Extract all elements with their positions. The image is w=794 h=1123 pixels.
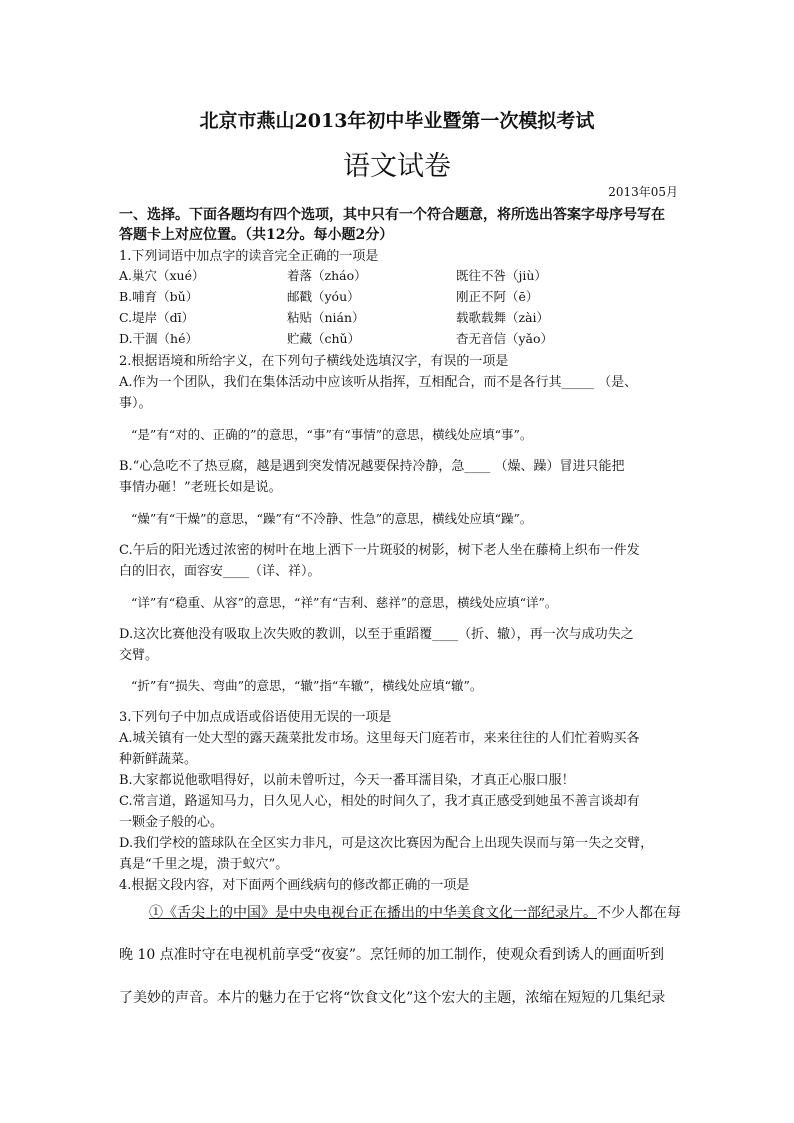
q1-row-c-col2: 粘贴（nián） xyxy=(287,310,365,325)
q2-option-d-line2: 交臂。 xyxy=(119,648,159,663)
q4-stem: 4.根据文段内容，对下面两个画线病句的修改都正确的一项是 xyxy=(119,878,470,893)
q1-row-b-col1: B.哺育（bǔ） xyxy=(119,289,199,304)
q2-option-b-line1: B.“心急吃不了热豆腐，越是遇到突发情况越要保持冷静，急____ （燥、躁）冒进只能把 xyxy=(119,459,625,474)
q1-row-a-col1: A.巢穴（xué） xyxy=(119,268,205,283)
q1-row-a-col2: 着落（zháo） xyxy=(287,268,367,283)
q1-row-b-col3: 刚正不阿（ē） xyxy=(456,289,539,304)
q2-option-c-line2: 白的旧衣，面容安____（详、祥）。 xyxy=(119,564,321,579)
q2-option-b-explanation: “燥”有“干燥”的意思，“躁”有“不冷静、性急”的意思，横线处应填“躁”。 xyxy=(131,511,533,526)
q1-row-c-col3: 载歌载舞（zài） xyxy=(456,310,550,325)
q3-option-c-line2: 一颗金子般的心。 xyxy=(119,815,224,830)
q4-passage-line1-tail: 不少人都在每 xyxy=(597,905,681,921)
q3-option-c-line1: C.常言道，路遥知马力，日久见人心，相处的时间久了，我才真正感受到她虽不善言谈却有 xyxy=(119,794,640,809)
q4-passage-line1 xyxy=(149,902,709,922)
q4-underlined-sentence-1: ①《舌尖上的中国》是中央电视台正在播出的中华美食文化一部纪录片。 xyxy=(149,905,597,921)
q2-option-a-line2: 事）。 xyxy=(119,396,152,411)
q3-option-a-line2: 种新鲜蔬菜。 xyxy=(119,752,198,767)
q3-option-b-line1: B.大家都说他歌唱得好，以前未曾听过，今天一番耳濡目染，才真正心服口服！ xyxy=(119,773,575,788)
exam-title: 北京市燕山2013年初中毕业暨第一次模拟考试 xyxy=(199,110,595,132)
q2-option-b-line2: 事情办砸！”老班长如是说。 xyxy=(119,480,282,495)
q4-passage-line2: 晚 10 点准时守在电视机前享受“夜宴”。烹饪师的加工制作，使观众看到诱人的画面听到 xyxy=(119,947,665,963)
exam-subtitle: 语文试卷 xyxy=(343,151,451,182)
q1-row-b-col2: 邮戳（yóu） xyxy=(287,289,360,304)
q1-row-d-col2: 贮藏（chǔ） xyxy=(287,331,361,346)
q2-option-a-line1: A.作为一个团队，我们在集体活动中应该听从指挥，互相配合，而不是各行其_____ （是、 xyxy=(119,375,638,390)
q2-option-d-explanation: “折”有“损失、弯曲”的意思，“辙”指“车辙”，横线处应填“辙”。 xyxy=(131,678,483,693)
q2-option-a-explanation: “是”有“对的、正确的”的意思，“事”有“事情”的意思，横线处应填“事”。 xyxy=(131,427,533,442)
section-heading-line1: 一、选择。下面各题均有四个选项，其中只有一个符合题意，将所选出答案字母序号写在 xyxy=(119,207,665,223)
q1-row-a-col3: 既往不咎（jiù） xyxy=(456,268,547,283)
q3-stem: 3.下列句子中加点成语或俗语使用无误的一项是 xyxy=(119,710,392,725)
q2-option-c-line1: C.午后的阳光透过浓密的树叶在地上洒下一片斑驳的树影，树下老人坐在藤椅上织布一件发 xyxy=(119,543,640,558)
exam-date: 2013年05月 xyxy=(608,185,678,199)
q1-row-c-col1: C.堤岸（dī） xyxy=(119,310,195,325)
q4-passage-line3: 了美妙的声音。本片的魅力在于它将“饮食文化”这个宏大的主题，浓缩在短短的几集纪录 xyxy=(119,990,666,1006)
section-heading-line2: 答题卡上对应位置。（共12分。每小题2分） xyxy=(119,227,394,243)
q1-row-d-col1: D.干涸（hé） xyxy=(119,331,198,346)
q1-stem: 1.下列词语中加点字的读音完全正确的一项是 xyxy=(119,249,379,264)
q2-stem: 2.根据语境和所给字义，在下列句子横线处选填汉字，有误的一项是 xyxy=(119,354,509,369)
q3-option-d-line2: 真是“千里之堤，溃于蚁穴”。 xyxy=(119,857,289,872)
q2-option-c-explanation: “详”有“稳重、从容”的意思，“祥”有“吉利、慈祥”的意思，横线处应填“详”。 xyxy=(131,595,558,610)
q3-option-a-line1: A.城关镇有一处大型的露天蔬菜批发市场。这里每天门庭若市，来来往往的人们忙着购买各 xyxy=(119,731,640,746)
q2-option-d-line1: D.这次比赛他没有吸取上次失败的教训，以至于重蹈覆____（折、辙），再一次与成功失之 xyxy=(119,627,634,642)
q1-row-d-col3: 杳无音信（yǎo） xyxy=(456,331,554,346)
q3-option-d-line1: D.我们学校的篮球队在全区实力非凡，可是这次比赛因为配合上出现失误而与第一失之交臂， xyxy=(119,836,654,851)
